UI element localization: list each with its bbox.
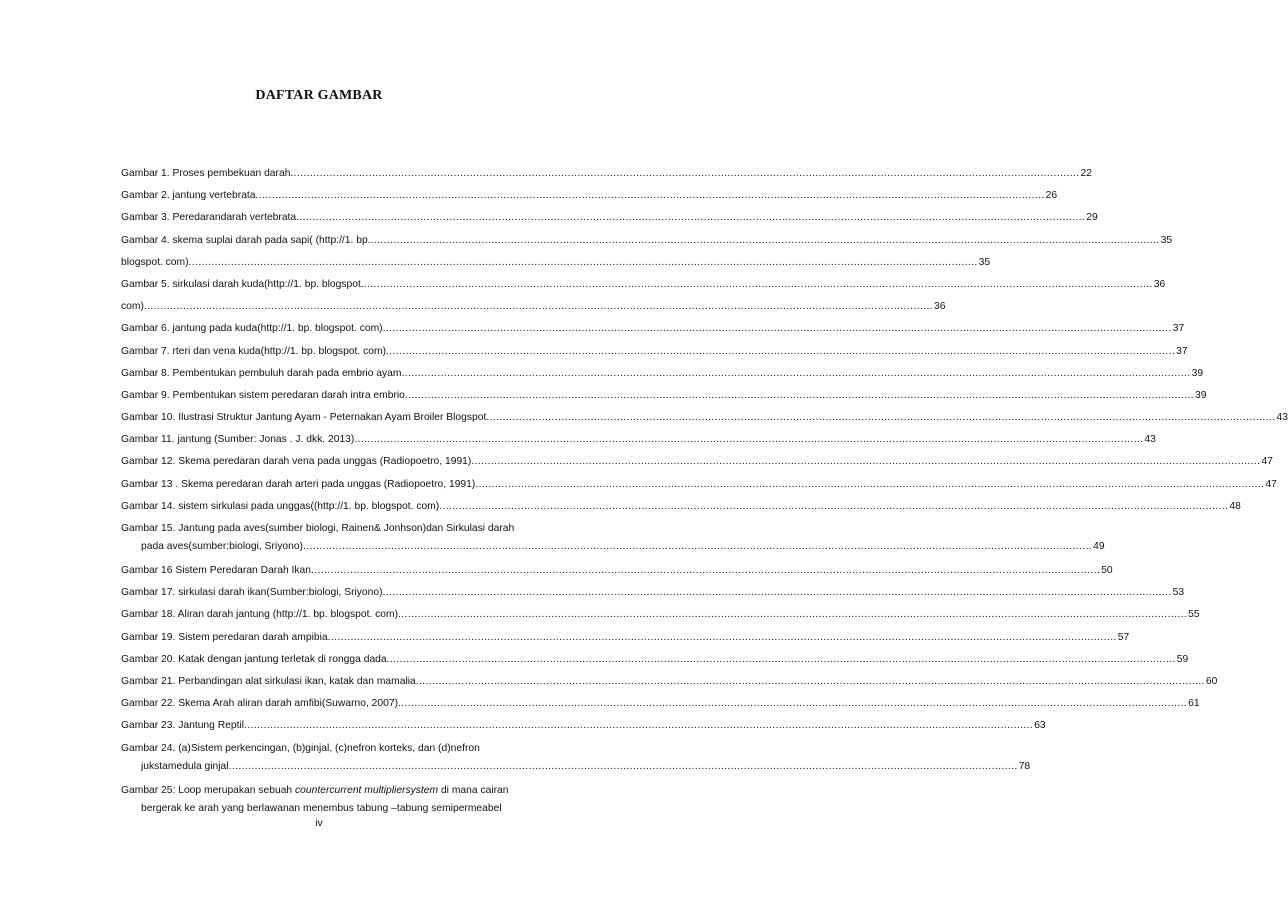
list-item <box>121 163 1093 185</box>
list-item <box>121 363 1204 385</box>
entry-text: Gambar 15. Jantung pada aves(sumber biologi, Rainen& Jonhson)dan Sirkulasi darah <box>121 523 515 534</box>
entry-page: 36 <box>1153 278 1166 290</box>
list-item <box>121 185 1058 207</box>
entry-text: Gambar 24. (a)Sistem perkencingan, (b)ginjal, (c)nefron korteks, dan (d)nefron <box>121 742 480 754</box>
entry-text: Gambar 13 . Skema peredaran darah arteri pada unggas (Radiopoetro, 1991) <box>121 478 476 490</box>
dot-leader <box>387 649 1176 671</box>
dot-leader <box>398 604 1187 626</box>
entry-page: 60 <box>1205 675 1218 687</box>
list-item <box>121 451 1273 473</box>
entry-text: jukstamedula ginjal <box>141 760 229 772</box>
entry-page: 61 <box>1188 698 1200 710</box>
entry-page: 47 <box>1265 478 1277 490</box>
dot-leader <box>189 252 978 274</box>
dot-leader <box>364 274 1153 296</box>
dot-leader <box>371 230 1160 252</box>
figure-list <box>121 163 1288 818</box>
dot-leader <box>354 429 1143 451</box>
entry-text: Gambar 22. Skema Arah aliran darah amfibi(Suwarno, 2007) <box>121 698 399 710</box>
dot-leader <box>303 538 1092 556</box>
list-item <box>121 385 1207 407</box>
entry-text: com) <box>121 301 144 313</box>
entry-text: Gambar 1. Proses pembekuan darah <box>121 168 291 179</box>
entry-page: 43 <box>1144 434 1156 446</box>
entry-text: bergerak ke arah yang berlawanan menembus tabung –tabung semipermeabel <box>141 802 502 814</box>
list-item <box>121 274 1166 296</box>
entry-page: 36 <box>934 301 946 313</box>
dot-leader <box>401 363 1190 385</box>
entry-page: 55 <box>1188 609 1200 621</box>
entry-page: 59 <box>1176 653 1189 665</box>
dot-leader <box>439 496 1228 518</box>
entry-text: pada aves(sumber:biologi, Sriyono) <box>141 541 303 552</box>
list-item <box>121 474 1277 496</box>
entry-page: 37 <box>1176 345 1188 357</box>
list-item <box>121 252 991 274</box>
dot-leader <box>144 296 933 318</box>
entry-text: Gambar 2. jantung vertebrata <box>121 190 256 202</box>
entry-page: 39 <box>1195 389 1207 401</box>
entry-page: 43 <box>1276 412 1288 424</box>
entry-text: Gambar 4. skema suplai darah pada sapi( (http://1. bp. <box>121 234 371 246</box>
entry-text: Gambar 11. jantung (Sumber: Jonas . J. dkk. 2013) <box>121 434 355 446</box>
entry-text: Gambar 23. Jantung Reptil <box>121 720 245 732</box>
entry-text: Gambar 6. jantung pada kuda(http://1. bp. blogspot. com) <box>121 323 383 335</box>
list-item <box>121 207 1098 229</box>
entry-page: 57 <box>1117 631 1130 643</box>
dot-leader <box>471 451 1260 473</box>
entry-text: Gambar 14. sistem sirkulasi pada unggas((http://1. bp. blogspot. com) <box>121 500 440 512</box>
dot-leader <box>475 474 1264 496</box>
list-item <box>121 496 1241 518</box>
dot-leader <box>229 758 1018 776</box>
entry-page: 29 <box>1086 212 1098 224</box>
entry-page: 35 <box>978 256 991 268</box>
dot-leader <box>290 163 1079 185</box>
entry-page: 22 <box>1080 168 1093 179</box>
list-item <box>121 407 1288 429</box>
entry-text: Gambar 12. Skema peredaran darah vena pada unggas (Radiopoetro, 1991) <box>121 456 472 468</box>
entry-text: Gambar 20. Katak dengan jantung terletak di rongga dada <box>121 653 387 665</box>
dot-leader <box>328 627 1117 649</box>
dot-leader <box>386 341 1175 363</box>
dot-leader <box>383 582 1172 604</box>
entry-text-italic: countercurrent multipliersystem <box>295 784 439 796</box>
dot-leader <box>296 207 1085 229</box>
list-item <box>121 296 946 318</box>
dot-leader <box>256 185 1045 207</box>
list-item <box>121 429 1156 451</box>
list-item <box>121 604 1200 626</box>
list-item <box>121 782 545 818</box>
dot-leader <box>244 715 1033 737</box>
entry-page: 47 <box>1261 456 1273 468</box>
dot-leader <box>398 693 1187 715</box>
entry-page: 48 <box>1229 500 1241 512</box>
entry-text: Gambar 3. Peredarandarah vertebrata <box>121 212 297 224</box>
page-title: DAFTAR GAMBAR <box>255 88 383 103</box>
dot-leader <box>311 560 1100 582</box>
dot-leader <box>383 318 1172 340</box>
entry-page: 35 <box>1160 234 1173 246</box>
entry-text: Gambar 16 Sistem Peredaran Darah Ikan <box>121 565 312 576</box>
list-item <box>121 740 1031 780</box>
entry-page: 49 <box>1093 541 1105 552</box>
entry-text: Gambar 10. Ilustrasi Struktur Jantung Ayam - Peternakan Ayam Broiler Blogspot <box>121 412 487 424</box>
entry-page: 50 <box>1101 565 1113 576</box>
list-item <box>121 560 1113 582</box>
entry-text: di mana cairan <box>438 784 509 796</box>
entry-page: 39 <box>1191 367 1204 379</box>
list-item <box>121 582 1185 604</box>
list-item <box>121 230 1173 252</box>
list-item <box>121 649 1189 671</box>
list-item <box>121 318 1185 340</box>
entry-text: Gambar 21. Perbandingan alat sirkulasi ikan, katak dan mamalia <box>121 675 416 687</box>
list-item <box>121 715 1046 737</box>
entry-text: Gambar 5. sirkulasi darah kuda(http://1. bp. blogspot. <box>121 278 364 290</box>
entry-page: 37 <box>1172 323 1185 335</box>
entry-page: 53 <box>1172 587 1185 599</box>
entry-text: blogspot. com) <box>121 256 189 268</box>
entry-text: Gambar 9. Pembentukan sistem peredaran darah intra embrio <box>121 389 405 401</box>
dot-leader <box>486 407 1275 429</box>
dot-leader <box>416 671 1205 693</box>
entry-text: Gambar 19. Sistem peredaran darah ampibia <box>121 631 328 643</box>
entry-text: Gambar 25: Loop merupakan sebuah <box>121 784 296 796</box>
list-item <box>121 520 1105 560</box>
dot-leader <box>405 385 1194 407</box>
entry-page: 26 <box>1045 190 1058 202</box>
entry-text: Gambar 7. rteri dan vena kuda(http://1. bp. blogspot. com) <box>121 345 386 357</box>
list-item <box>121 341 1188 363</box>
entry-page: 63 <box>1034 720 1046 732</box>
entry-text: Gambar 18. Aliran darah jantung (http://1. bp. blogspot. com) <box>121 609 399 621</box>
entry-text: Gambar 17. sirkulasi darah ikan(Sumber:biologi, Sriyono) <box>121 587 383 599</box>
list-item <box>121 627 1130 649</box>
list-item <box>121 693 1200 715</box>
entry-text: Gambar 8. Pembentukan pembuluh darah pada embrio ayam <box>121 367 402 379</box>
entry-page: 78 <box>1018 760 1031 772</box>
page-number: iv <box>315 817 323 829</box>
list-item <box>121 671 1218 693</box>
